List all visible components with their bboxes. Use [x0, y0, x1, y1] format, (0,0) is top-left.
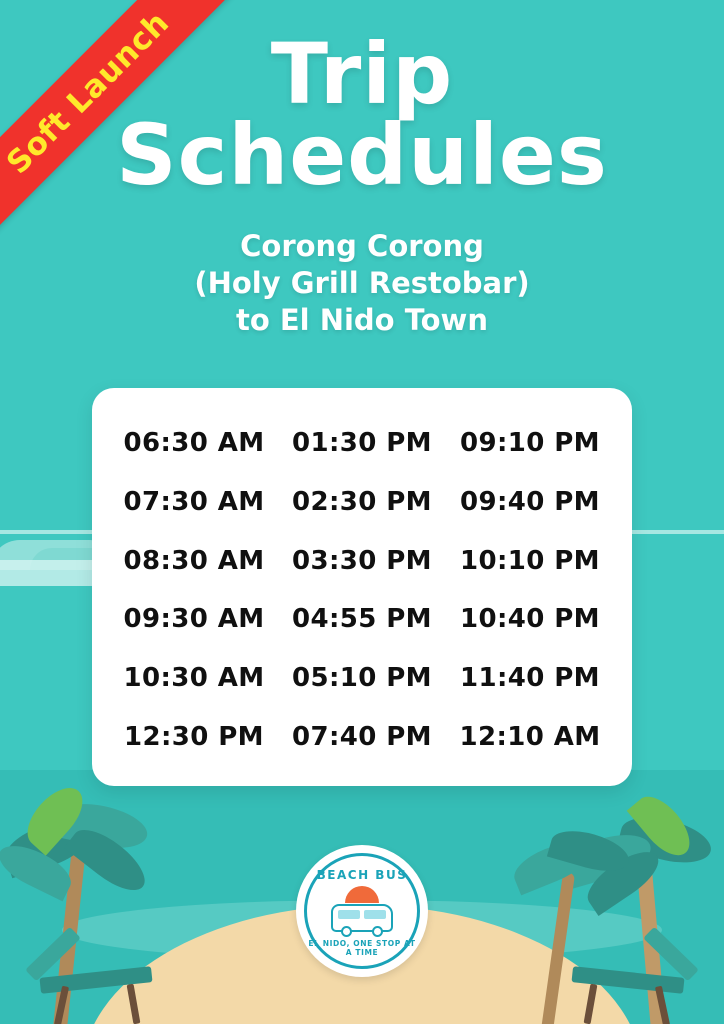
schedule-time: 03:30 PM — [292, 545, 432, 576]
beach-chair-left-icon — [18, 944, 168, 1024]
schedule-time: 09:40 PM — [460, 486, 600, 517]
schedule-time: 02:30 PM — [292, 486, 432, 517]
route-origin-landmark: (Holy Grill Restobar) — [194, 266, 530, 301]
schedule-time: 10:10 PM — [460, 545, 600, 576]
page-title-line-1: Trip — [270, 25, 454, 123]
schedule-time: 04:55 PM — [292, 604, 432, 635]
logo-tagline: EL NIDO, ONE STOP AT A TIME — [308, 939, 416, 957]
soft-launch-label: Soft Launch — [0, 4, 177, 182]
schedule-time: 09:10 PM — [460, 428, 600, 459]
schedule-time: 07:40 PM — [292, 721, 432, 752]
schedule-time: 08:30 AM — [123, 545, 265, 576]
bus-wheel-icon — [372, 926, 383, 937]
schedule-time: 09:30 AM — [123, 604, 265, 635]
schedule-grid — [110, 414, 614, 766]
schedule-time: 10:30 AM — [123, 662, 265, 693]
route-destination: to El Nido Town — [235, 303, 488, 338]
beach-bus-logo — [296, 845, 428, 977]
schedule-time: 06:30 AM — [123, 428, 265, 459]
bus-window-icon — [364, 910, 386, 919]
route-subtitle — [0, 228, 724, 339]
schedule-time: 12:10 AM — [459, 721, 601, 752]
sun-icon — [345, 886, 379, 903]
schedule-time: 12:30 PM — [124, 721, 264, 752]
schedule-time: 07:30 AM — [123, 486, 265, 517]
bus-wheel-icon — [341, 926, 352, 937]
schedule-time: 10:40 PM — [460, 604, 600, 635]
schedule-card — [92, 388, 632, 786]
logo-brand-label: BEACH BUS — [316, 868, 408, 882]
bus-icon — [331, 904, 393, 932]
logo-ring — [304, 853, 420, 969]
schedule-time: 11:40 PM — [460, 662, 600, 693]
route-origin: Corong Corong — [240, 229, 484, 263]
schedule-time: 01:30 PM — [292, 428, 432, 459]
beach-chair-right-icon — [556, 944, 706, 1024]
schedule-time: 05:10 PM — [292, 662, 432, 693]
page-title-line-2: Schedules — [116, 106, 608, 205]
page-title — [0, 25, 724, 205]
bus-window-icon — [338, 910, 360, 919]
